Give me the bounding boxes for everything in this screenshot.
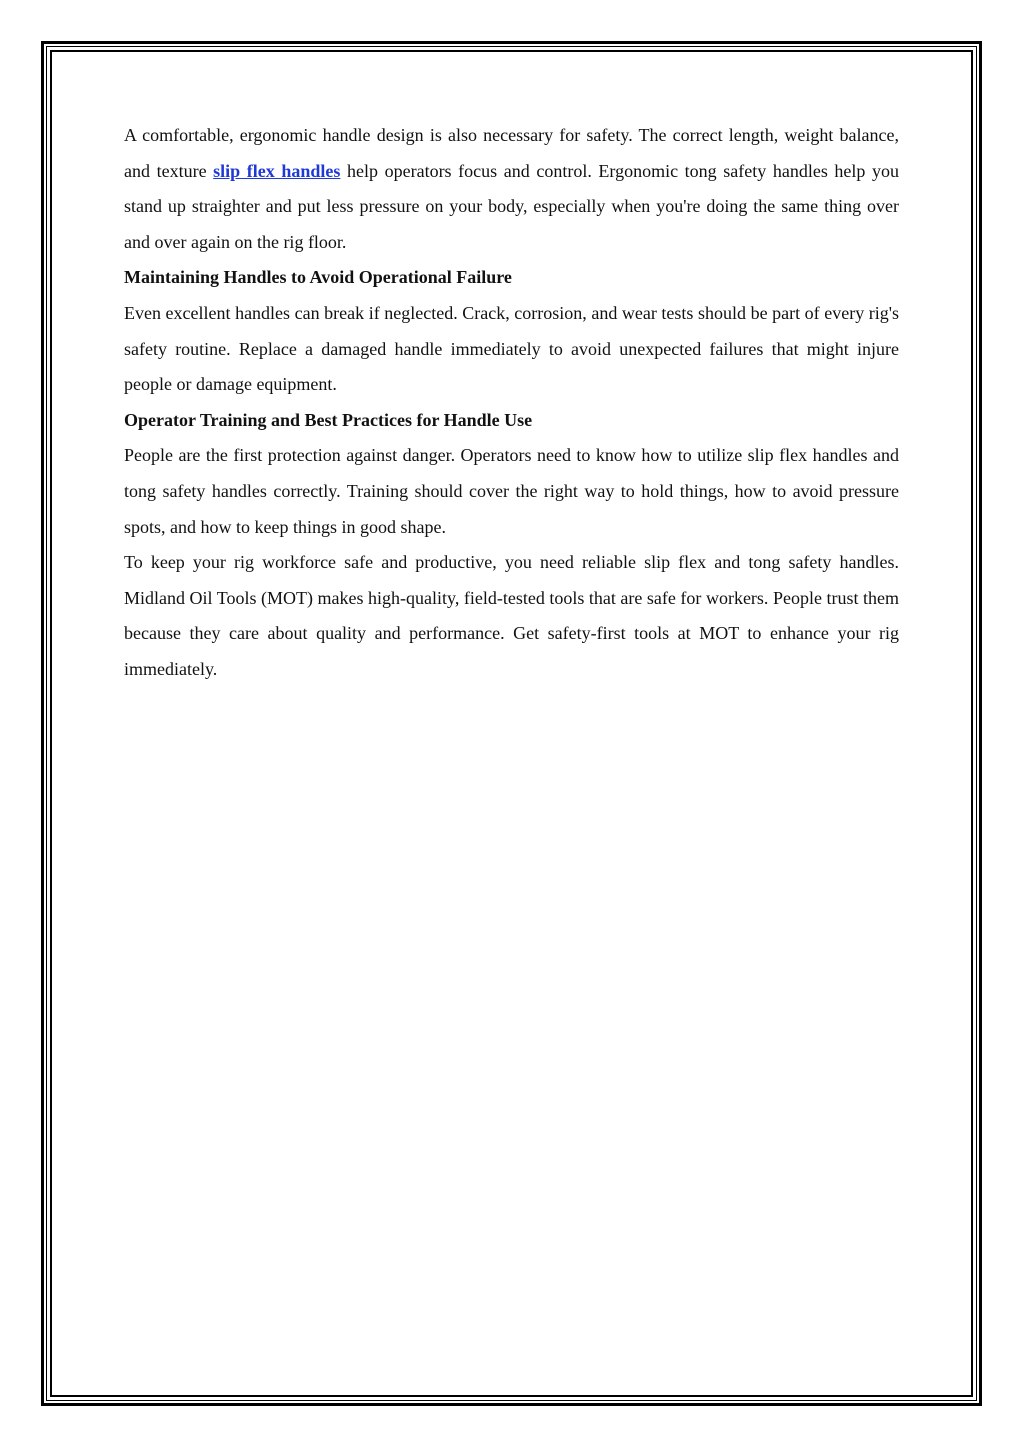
slip-flex-handles-link[interactable]: slip flex handles [213,160,341,181]
paragraph-ergonomic-design [124,118,899,260]
paragraph-training: People are the first protection against danger. Operators need to know how to utilize slip flex handles and tong safety handles correctly. Training should cover the right way to hold things, how to avoid pressure spots, and how to keep things in good shape. [124,445,899,537]
paragraph-ergonomic-text-start: A comfortable, ergonomic handle design is also necessary for safety. The correct length, weight balance, and texture [124,125,899,181]
heading-operator-training: Operator Training and Best Practices for Handle Use [124,409,533,430]
paragraph-ergonomic-text-end: help operators focus and control. Ergonomic tong safety handles help you stand up straighter and put less pressure on your body, especially when you're doing the same thing over and over again on the rig floor. [124,160,900,252]
heading-maintaining-handles: Maintaining Handles to Avoid Operational Failure [124,267,512,288]
paragraph-maintenance: Even excellent handles can break if neglected. Crack, corrosion, and wear tests should be part of every rig's safety routine. Replace a damaged handle immediately to avoid unexpected failures that might injure people or damage equipment. [124,302,899,395]
document-body [124,118,899,688]
paragraph-conclusion: To keep your rig workforce safe and productive, you need reliable slip flex and tong safety handles. Midland Oil Tools (MOT) makes high-quality, field-tested tools that are safe for workers. People trust them because they care about quality and performance. Get safety-first tools at MOT to enhance your rig immediately. [124,552,899,679]
